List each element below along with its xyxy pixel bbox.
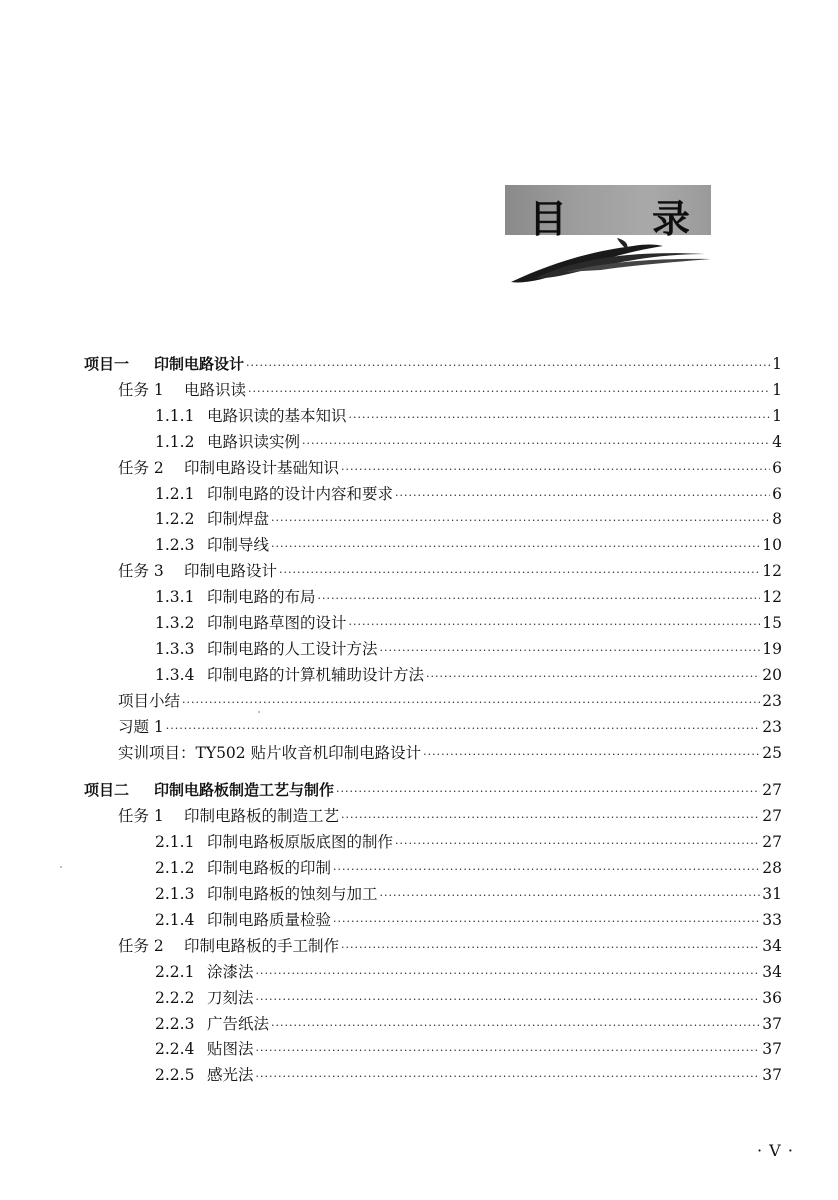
toc-entry-page: 37: [762, 1014, 782, 1033]
toc-entry[interactable]: [155, 1012, 782, 1036]
toc-entry-label: 印制电路板的手工制作: [184, 936, 340, 955]
toc-entry-page: 28: [762, 859, 782, 878]
toc-entry-label: 印制电路草图的设计: [207, 614, 347, 632]
toc-entry[interactable]: [155, 986, 782, 1010]
toc-entry[interactable]: [118, 715, 782, 739]
toc-entry-number: 2.2.3: [155, 1014, 195, 1033]
toc-entry[interactable]: [155, 960, 782, 984]
toc-entry-label: 习题 1: [118, 717, 164, 736]
toc-entry[interactable]: [118, 741, 782, 765]
toc-leader-dots: [271, 535, 760, 559]
toc-entry[interactable]: [155, 585, 782, 609]
toc-entry-number: 项目二: [84, 781, 130, 800]
toc-entry-number: 任务 3: [118, 562, 164, 581]
toc-entry-page: 34: [762, 936, 782, 955]
toc-entry[interactable]: [118, 456, 782, 480]
toc-leader-dots: [349, 613, 761, 637]
toc-entry-number: 2.2.1: [155, 962, 195, 981]
toc-entry-number: 1.3.4: [155, 665, 195, 684]
toc-leader-dots: [333, 858, 760, 882]
toc-leader-dots: [341, 936, 760, 960]
toc-entry-label: 电路识读实例: [207, 432, 301, 451]
toc-entry[interactable]: [155, 404, 782, 428]
toc-entry-label: 印制电路的计算机辅助设计方法: [207, 665, 425, 684]
scan-speck: [258, 711, 260, 713]
toc-leader-dots: [279, 561, 760, 585]
toc-entry-page: 15: [762, 614, 782, 632]
toc-entry-label: 项目小结: [118, 691, 181, 710]
toc-entry-page: 12: [762, 588, 782, 607]
toc-entry-number: 1.2.2: [155, 510, 195, 529]
toc-leader-dots: [271, 1014, 760, 1038]
toc-entry-label: 印制电路的设计内容和要求: [207, 484, 394, 503]
toc-entry-page: 6: [772, 484, 782, 503]
toc-entry[interactable]: [155, 830, 782, 854]
toc-entry-number: 1.3.2: [155, 614, 195, 632]
toc-leader-dots: [341, 458, 770, 482]
toc-entry[interactable]: [155, 637, 782, 661]
toc-leader-dots: [395, 484, 770, 508]
toc-leader-dots: [423, 743, 760, 767]
toc-entry-page: 27: [762, 781, 782, 800]
toc-entry-number: 2.1.1: [155, 833, 195, 852]
toc-leader-dots: [256, 988, 761, 1012]
toc-entry-number: 任务 2: [118, 458, 164, 477]
toc-leader-dots: [256, 962, 761, 986]
toc-entry-number: 2.1.3: [155, 885, 195, 903]
toc-entry-number: 2.2.2: [155, 988, 195, 1007]
toc-entry[interactable]: [118, 378, 782, 402]
toc-entry-page: 4: [772, 432, 782, 451]
toc-entry-number: 1.2.1: [155, 484, 195, 503]
toc-entry[interactable]: [118, 689, 782, 713]
toc-entry[interactable]: [155, 908, 782, 932]
toc-entry-page: 12: [762, 562, 782, 581]
toc-entry-page: 8: [772, 510, 782, 529]
toc-entry-page: 1: [772, 380, 782, 399]
toc-entry-label: 实训项目：TY502 贴片收音机印制电路设计: [118, 743, 422, 762]
toc-entry-page: 1: [772, 406, 782, 425]
toc-entry-page: 37: [762, 1040, 782, 1059]
toc-entry[interactable]: [155, 882, 782, 906]
toc-entry-page: 6: [772, 458, 782, 477]
toc-entry-label: 印制电路的人工设计方法: [207, 639, 378, 658]
toc-entry-page: 31: [762, 885, 782, 903]
toc-entry-page: 25: [762, 743, 782, 762]
toc-leader-dots: [349, 406, 771, 430]
toc-entry-page: 37: [762, 1066, 782, 1085]
toc-leader-dots: [341, 806, 760, 830]
toc-leader-dots: [380, 639, 761, 663]
toc-entry-number: 2.2.4: [155, 1040, 195, 1059]
toc-leader-dots: [182, 691, 760, 715]
toc-entry[interactable]: [84, 778, 782, 802]
toc-entry-label: 印制电路板制造工艺与制作: [154, 781, 335, 800]
toc-entry[interactable]: [155, 611, 782, 635]
toc-entry-label: 印制电路质量检验: [207, 910, 332, 929]
toc-leader-dots: [302, 432, 770, 456]
toc-entry-label: 感光法: [207, 1066, 254, 1085]
toc-entry-label: 印制电路板的蚀刻与加工: [207, 885, 378, 903]
toc-leader-dots: [248, 380, 770, 404]
toc-entry-label: 印制电路板的印制: [207, 859, 332, 878]
toc-entry[interactable]: [118, 934, 782, 958]
toc-entry[interactable]: [155, 507, 782, 531]
toc-leader-dots: [336, 780, 760, 804]
toc-entry-label: 印制电路板原版底图的制作: [207, 833, 394, 852]
toc-entry[interactable]: [155, 482, 782, 506]
toc-entry-number: 1.1.1: [155, 406, 195, 425]
toc-entry-page: 23: [762, 717, 782, 736]
toc-entry-number: 任务 2: [118, 936, 164, 955]
toc-entry-label: 电路识读: [184, 380, 247, 399]
toc-entry-label: 涂漆法: [207, 962, 254, 981]
toc-entry-label: 电路识读的基本知识: [207, 406, 347, 425]
toc-leader-dots: [333, 910, 760, 934]
toc-entry-label: 印制电路设计: [184, 562, 278, 581]
toc-entry-page: 10: [762, 536, 782, 555]
toc-entry[interactable]: [155, 1063, 782, 1087]
toc-entry-label: 印制导线: [207, 536, 270, 555]
title-char-lu: 录: [652, 197, 691, 241]
toc-entry[interactable]: [84, 352, 782, 376]
toc-entry-number: 2.1.2: [155, 859, 195, 878]
toc-entry-number: 1.3.3: [155, 639, 195, 658]
toc-entry-page: 34: [762, 962, 782, 981]
toc-leader-dots: [318, 587, 761, 611]
toc-entry-number: 任务 1: [118, 380, 164, 399]
toc-entry-number: 2.1.4: [155, 910, 195, 929]
toc-entry-number: 项目一: [84, 355, 130, 373]
toc-entry[interactable]: [155, 856, 782, 880]
toc-entry[interactable]: [155, 533, 782, 557]
toc-entry-number: 1.3.1: [155, 588, 195, 607]
toc-entry[interactable]: [155, 430, 782, 454]
toc-entry-number: 2.2.5: [155, 1066, 195, 1085]
toc-leader-dots: [256, 1065, 761, 1089]
toc-entry-number: 1.1.2: [155, 432, 195, 451]
toc-entry-label: 刀刻法: [207, 988, 254, 1007]
toc-entry-page: 27: [762, 807, 782, 826]
toc-entry-label: 印制电路的布局: [207, 588, 316, 607]
toc-entry[interactable]: [118, 559, 782, 583]
toc-entry-number: 任务 1: [118, 807, 164, 826]
toc-leader-dots: [395, 832, 760, 856]
toc-entry-label: 印制电路设计: [154, 355, 245, 373]
toc-leader-dots: [271, 509, 770, 533]
toc-entry[interactable]: [118, 804, 782, 828]
brush-swoosh-decoration: [505, 232, 715, 288]
toc-leader-dots: [256, 1039, 761, 1063]
toc-leader-dots: [426, 665, 760, 689]
toc-leader-dots: [246, 354, 770, 378]
toc-entry-page: 33: [762, 910, 782, 929]
toc-entry-page: 20: [762, 665, 782, 684]
toc-entry-label: 贴图法: [207, 1040, 254, 1059]
scan-speck: [60, 866, 62, 868]
toc-entry-label: 印制电路板的制造工艺: [184, 807, 340, 826]
title-char-mu: 目: [529, 197, 568, 241]
toc-entry[interactable]: [155, 663, 782, 687]
toc-leader-dots: [166, 717, 760, 741]
page-folio: · V ·: [757, 1141, 794, 1160]
toc-leader-dots: [380, 884, 761, 908]
toc-entry-number: 1.2.3: [155, 536, 195, 555]
toc-entry-page: 19: [762, 639, 782, 658]
toc-entry-label: 印制电路设计基础知识: [184, 458, 340, 477]
toc-entry-page: 36: [762, 988, 782, 1007]
toc-entry[interactable]: [155, 1037, 782, 1061]
toc-entry-page: 1: [772, 355, 782, 373]
toc-entry-page: 27: [762, 833, 782, 852]
toc-entry-label: 广告纸法: [207, 1014, 270, 1033]
toc-entry-label: 印制焊盘: [207, 510, 270, 529]
toc-entry-page: 23: [762, 691, 782, 710]
